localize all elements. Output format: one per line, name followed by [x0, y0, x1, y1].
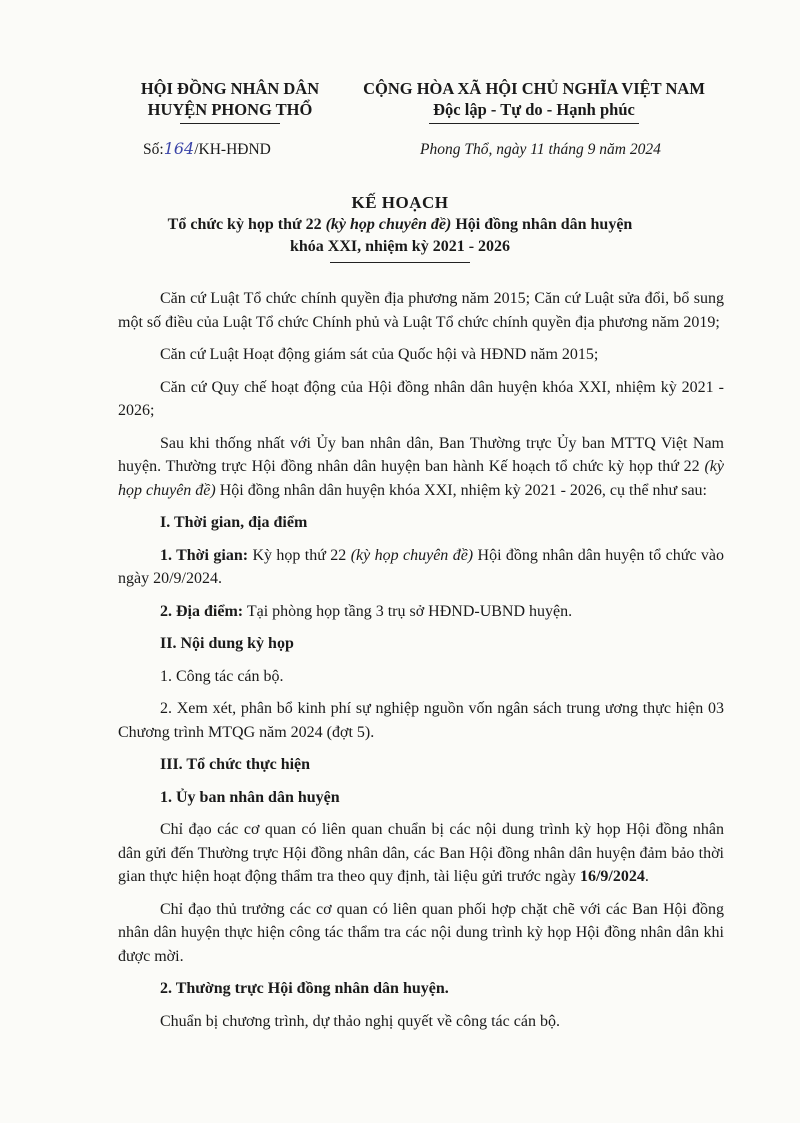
- time-a: Kỳ họp thứ 22: [248, 546, 351, 564]
- section-1-heading: I. Thời gian, địa điểm: [160, 514, 308, 531]
- issuing-agency: [110, 78, 350, 124]
- section-3-1-paragraph-1: [118, 818, 724, 889]
- section-1-time: [118, 544, 724, 591]
- document-title: [100, 192, 700, 263]
- intro-a: Sau khi thống nhất với Ủy ban nhân dân, Ban Thường trực Ủy ban MTTQ Việt Nam huyện. Thường trực Hội đồng nhân dân huyện ban hành Kế hoạch tổ chức kỳ họp thứ 22: [118, 434, 724, 475]
- nation-name: CỘNG HÒA XÃ HỘI CHỦ NGHĨA VIỆT NAM: [363, 79, 705, 98]
- section-2-item-2: 2. Xem xét, phân bổ kinh phí sự nghiệp nguồn vốn ngân sách trung ương thực hiện 03 Chương trình MTQG năm 2024 (đợt 5).: [118, 700, 724, 741]
- section-3-2-paragraph-1: Chuẩn bị chương trình, dự thảo nghị quyết về công tác cán bộ.: [160, 1012, 560, 1030]
- document-body: [118, 287, 724, 1042]
- section-3-2-heading: 2. Thường trực Hội đồng nhân dân huyện.: [160, 980, 449, 997]
- place-date: Phong Thổ, ngày 11 tháng 9 năm 2024: [420, 141, 661, 158]
- section-3-1-paragraph-2: Chỉ đạo thủ trưởng các cơ quan có liên quan phối hợp chặt chẽ với các Ban Hội đồng nhân dân huyện thực hiện công tác thẩm tra các nội dung trình kỳ họp Hội đồng nhân dân khi được mời.: [118, 900, 724, 965]
- section-1-place: [118, 600, 724, 624]
- national-heading: [338, 78, 730, 124]
- document-number: [143, 139, 271, 159]
- section-3-heading: III. Tổ chức thực hiện: [160, 756, 311, 773]
- s31-p1-end: .: [644, 868, 649, 885]
- intro-italic: (kỳ họp chuyên đề): [118, 458, 724, 499]
- place-text: Tại phòng họp tầng 3 trụ sở HĐND-UBND huyện.: [243, 602, 573, 620]
- section-3-1-heading: 1. Ủy ban nhân dân huyện: [160, 788, 340, 806]
- title-line-1-italic: (kỳ họp chuyên đề): [325, 216, 452, 233]
- title-underline: [330, 262, 470, 263]
- doc-no-suffix: /KH-HĐND: [194, 141, 271, 158]
- time-italic: (kỳ họp chuyên đề): [350, 546, 474, 564]
- title-line-1: [100, 214, 700, 236]
- motto: Độc lập - Tự do - Hạnh phúc: [433, 100, 635, 119]
- agency-line-1: HỘI ĐỒNG NHÂN DÂN: [140, 79, 320, 98]
- doc-no-prefix: Số:: [143, 141, 164, 158]
- basis-paragraph-3: Căn cứ Quy chế hoạt động của Hội đồng nhân dân huyện khóa XXI, nhiệm kỳ 2021 - 2026;: [118, 378, 724, 419]
- title-line-1-a: Tổ chức kỳ họp thứ 22: [167, 216, 326, 233]
- agency-underline: [180, 123, 280, 124]
- place-label: 2. Địa điểm:: [160, 602, 244, 620]
- doc-type: KẾ HOẠCH: [351, 193, 449, 212]
- agency-line-2: HUYỆN PHONG THỔ: [147, 100, 313, 119]
- title-line-2: khóa XXI, nhiệm kỳ 2021 - 2026: [289, 238, 511, 255]
- time-label: 1. Thời gian:: [160, 546, 249, 564]
- title-line-1-b: Hội đồng nhân dân huyện: [451, 216, 633, 233]
- intro-b: Hội đồng nhân dân huyện khóa XXI, nhiệm kỳ 2021 - 2026, cụ thể như sau:: [215, 481, 707, 499]
- basis-paragraph-2: Căn cứ Luật Hoạt động giám sát của Quốc hội và HĐND năm 2015;: [160, 346, 599, 363]
- s31-p1-a: Chỉ đạo các cơ quan có liên quan chuẩn bị các nội dung trình kỳ họp Hội đồng nhân dân gửi đến Thường trực Hội đồng nhân dân, các Ban Hội đồng nhân dân huyện đảm bảo thời gian thực hiện hoạt động thẩm tra theo quy định, tài liệu gửi trước ngày: [118, 821, 724, 885]
- basis-paragraph-1: Căn cứ Luật Tổ chức chính quyền địa phương năm 2015; Căn cứ Luật sửa đổi, bổ sung một số điều của Luật Tổ chức Chính phủ và Luật Tổ chức chính quyền địa phương năm 2019;: [118, 290, 724, 331]
- section-2-heading: II. Nội dung kỳ họp: [160, 635, 294, 652]
- intro-paragraph: [118, 432, 724, 503]
- motto-underline: [429, 123, 639, 124]
- section-2-item-1: 1. Công tác cán bộ.: [160, 667, 284, 685]
- doc-no-handwritten: 164: [163, 139, 195, 158]
- time-b: Hội đồng nhân dân huyện tổ chức vào ngày 20/9/2024.: [118, 546, 725, 587]
- s31-p1-date: 16/9/2024: [579, 868, 645, 885]
